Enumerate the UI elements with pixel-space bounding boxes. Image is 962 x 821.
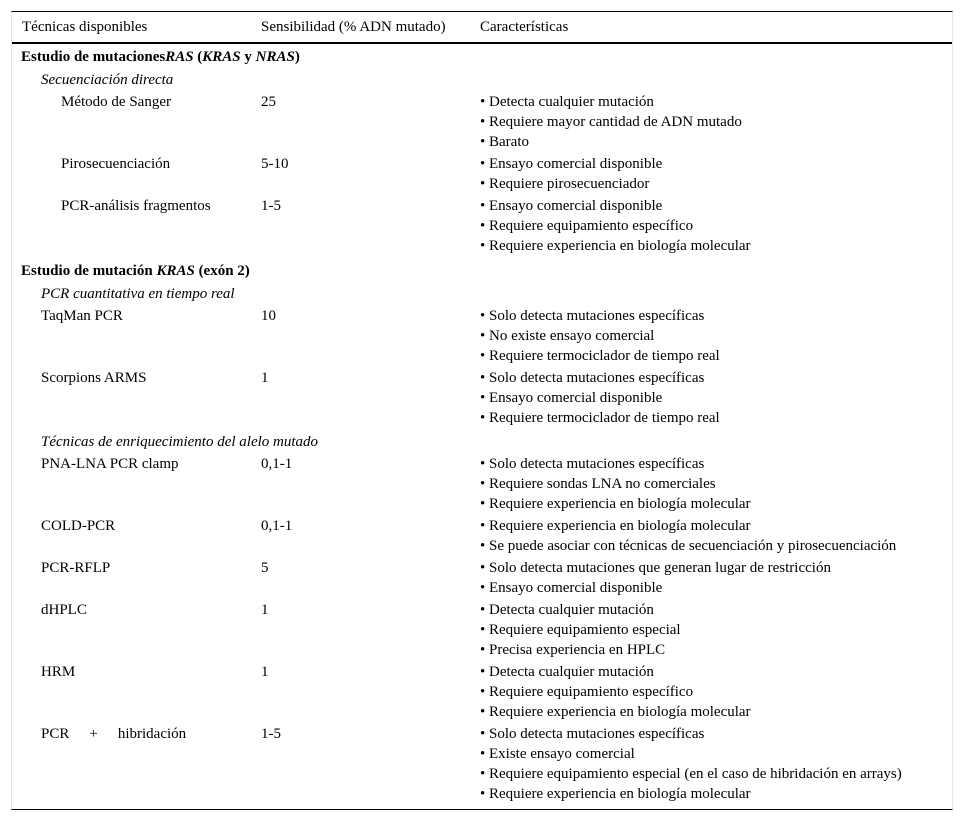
feature-item: • Solo detecta mutaciones que generan lugar de restricción: [480, 560, 831, 576]
row-name: TaqMan PCR: [41, 308, 123, 324]
row-name: COLD-PCR: [41, 518, 116, 534]
row-name: PNA-LNA PCR clamp: [41, 456, 179, 472]
feature-item: • Requiere equipamiento especial (en el caso de hibridación en arrays): [480, 766, 902, 782]
feature-item: • Ensayo comercial disponible: [480, 156, 663, 172]
row-sensitivity: 1-5: [261, 198, 281, 214]
row-name: dHPLC: [41, 602, 87, 618]
feature-item: • Requiere termociclador de tiempo real: [480, 410, 720, 426]
section-kras-heading: Estudio de mutación KRAS (exón 2): [21, 263, 250, 279]
feature-item: • Requiere experiencia en biología molecular: [480, 704, 751, 720]
row-sensitivity: 0,1-1: [261, 456, 293, 472]
row-name: Pirosecuenciación: [61, 156, 171, 172]
name-part: PCR: [41, 726, 70, 742]
row-features: [480, 92, 742, 152]
feature-item: • Requiere experiencia en biología molecular: [480, 518, 751, 534]
row-sensitivity: 1: [261, 664, 269, 680]
row-features: [480, 558, 831, 598]
row-features: [480, 368, 720, 428]
row-features: [480, 662, 751, 722]
feature-item: • Requiere pirosecuenciador: [480, 176, 650, 192]
feature-item: • Se puede asociar con técnicas de secuenciación y pirosecuenciación: [480, 538, 897, 554]
feature-item: • No existe ensayo comercial: [480, 328, 655, 344]
row-sensitivity: 25: [261, 94, 276, 110]
feature-item: • Barato: [480, 134, 529, 150]
table-header: [12, 12, 952, 44]
subsection-enrichment: Técnicas de enriquecimiento del alelo mutado: [41, 434, 319, 450]
name-part: hibridación: [117, 726, 187, 742]
feature-item: • Existe ensayo comercial: [480, 746, 635, 762]
row-sensitivity: 5-10: [261, 156, 289, 172]
feature-item: • Solo detecta mutaciones específicas: [480, 370, 705, 386]
header-characteristics: Características: [480, 19, 569, 35]
section-ras-heading: Estudio de mutacionesRAS (KRAS y NRAS): [21, 49, 300, 65]
feature-item: • Requiere sondas LNA no comerciales: [480, 476, 716, 492]
feature-item: • Requiere experiencia en biología molecular: [480, 496, 751, 512]
feature-item: • Requiere experiencia en biología molecular: [480, 786, 751, 802]
name-part: +: [89, 726, 98, 742]
row-features: [480, 516, 896, 556]
subsection-qpcr: PCR cuantitativa en tiempo real: [41, 286, 235, 302]
feature-item: • Requiere mayor cantidad de ADN mutado: [480, 114, 742, 130]
feature-item: • Ensayo comercial disponible: [480, 198, 663, 214]
row-name: PCR-análisis fragmentos: [61, 198, 211, 214]
feature-item: • Ensayo comercial disponible: [480, 390, 663, 406]
feature-item: • Requiere equipamiento específico: [480, 218, 694, 234]
row-sensitivity: 1: [261, 370, 269, 386]
row-name: PCR-RFLP: [41, 560, 111, 576]
feature-item: • Solo detecta mutaciones específicas: [480, 456, 705, 472]
row-sensitivity: 1: [261, 602, 269, 618]
row-sensitivity: 10: [261, 308, 276, 324]
row-name: [41, 724, 186, 744]
row-sensitivity: 5: [261, 560, 269, 576]
feature-item: • Requiere termociclador de tiempo real: [480, 348, 720, 364]
feature-item: • Ensayo comercial disponible: [480, 580, 663, 596]
feature-item: • Precisa experiencia en HPLC: [480, 642, 666, 658]
row-name: Scorpions ARMS: [41, 370, 147, 386]
row-features: [480, 724, 902, 804]
row-features: [480, 454, 751, 514]
feature-item: • Detecta cualquier mutación: [480, 664, 654, 680]
feature-item: • Solo detecta mutaciones específicas: [480, 308, 705, 324]
row-features: [480, 196, 751, 256]
row-name: HRM: [41, 664, 76, 680]
techniques-table: [11, 11, 953, 810]
feature-item: • Requiere equipamiento especial: [480, 622, 681, 638]
feature-item: • Requiere experiencia en biología molecular: [480, 238, 751, 254]
feature-item: • Solo detecta mutaciones específicas: [480, 726, 705, 742]
row-features: [480, 154, 662, 194]
header-sensitivity: Sensibilidad (% ADN mutado): [261, 19, 446, 35]
row-sensitivity: 1-5: [261, 726, 281, 742]
row-name: Método de Sanger: [61, 94, 171, 110]
row-sensitivity: 0,1-1: [261, 518, 293, 534]
header-techniques: Técnicas disponibles: [22, 19, 148, 35]
feature-item: • Detecta cualquier mutación: [480, 602, 654, 618]
subsection-direct-sequencing: Secuenciación directa: [41, 72, 174, 88]
row-features: [480, 306, 720, 366]
feature-item: • Requiere equipamiento específico: [480, 684, 694, 700]
feature-item: • Detecta cualquier mutación: [480, 94, 654, 110]
row-features: [480, 600, 681, 660]
